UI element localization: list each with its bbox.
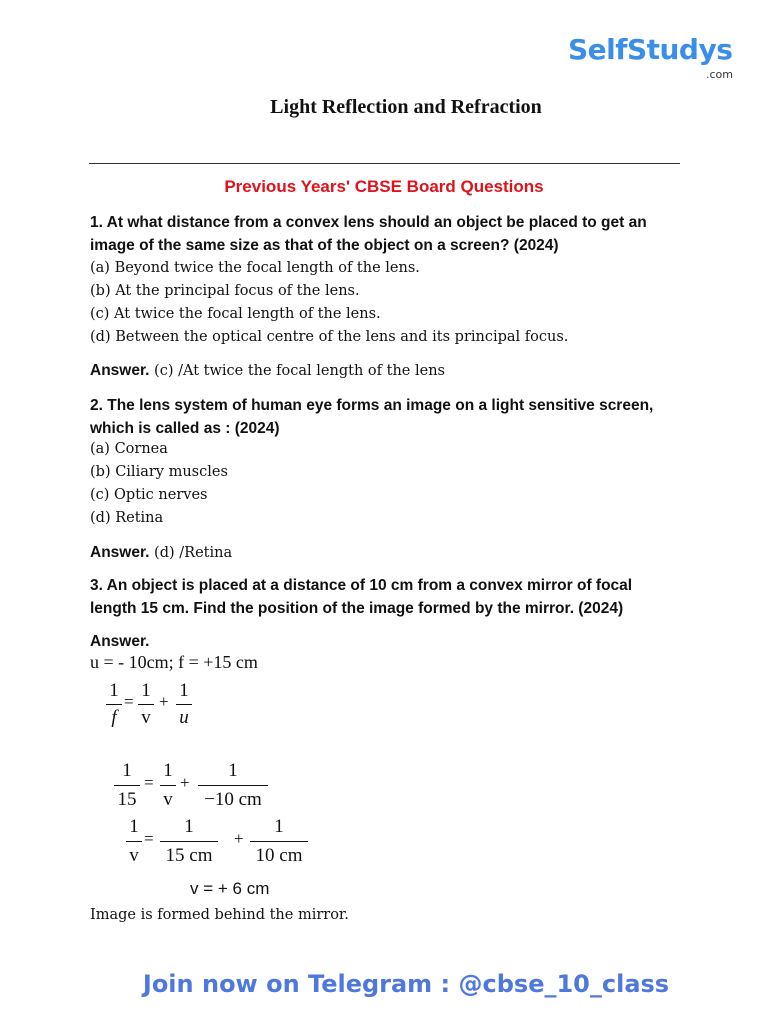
eq2-plus: + <box>180 773 190 792</box>
question-1 <box>90 211 690 257</box>
eq3-b-bar <box>250 841 308 842</box>
eq1-a-num: 1 <box>141 680 151 701</box>
option-b: (b) At the principal focus of the lens. <box>90 283 360 299</box>
eq2-l-den: 15 <box>117 789 137 810</box>
eq1-l-den: f <box>111 707 117 728</box>
option-a: (a) Cornea <box>90 441 168 457</box>
option-a: (a) Beyond twice the focal length of the lens. <box>90 260 420 276</box>
eq2-l-bar <box>114 785 140 786</box>
given-values: u = - 10cm; f = +15 cm <box>90 652 258 672</box>
substitution-equation <box>114 760 274 816</box>
conclusion-text: Image is formed behind the mirror. <box>90 907 349 923</box>
eq2-b-num: 1 <box>228 760 238 781</box>
answer-1-text: (c) /At twice the focal length of the lens <box>149 363 445 379</box>
image-distance-equation <box>126 816 316 872</box>
eq1-b-bar <box>176 704 192 705</box>
eq2-a-den: v <box>163 789 173 810</box>
eq1-b-den: u <box>179 707 189 728</box>
eq1-equals: = <box>124 692 134 711</box>
answer-2 <box>90 541 232 565</box>
eq1-l-num: 1 <box>109 680 119 701</box>
option-b: (b) Ciliary muscles <box>90 464 228 480</box>
eq3-b-num: 1 <box>274 816 284 837</box>
eq1-l-bar <box>106 704 122 705</box>
question-2 <box>90 394 690 440</box>
eq3-a-bar <box>160 841 218 842</box>
title-divider <box>89 163 680 164</box>
question-3-line1: 3. An object is placed at a distance of 10 cm from a convex mirror of focal <box>90 577 633 594</box>
eq3-l-num: 1 <box>129 816 139 837</box>
eq2-a-num: 1 <box>163 760 173 781</box>
question-2-line2: which is called as : (2024) <box>90 420 280 437</box>
question-3 <box>90 574 690 620</box>
eq3-equals: = <box>144 829 154 848</box>
lens-formula <box>106 680 200 734</box>
section-title: Previous Years' CBSE Board Questions <box>224 177 544 196</box>
answer-3-label: Answer. <box>90 633 150 650</box>
selfstudys-logo <box>568 33 733 66</box>
answer-2-label: Answer. <box>90 544 150 561</box>
logo-suffix: .com <box>706 68 733 81</box>
eq2-a-bar <box>160 785 176 786</box>
eq3-plus: + <box>234 829 244 848</box>
page-title: Light Reflection and Refraction <box>270 96 542 118</box>
eq1-b-num: 1 <box>179 680 189 701</box>
eq2-b-den: −10 cm <box>204 789 262 810</box>
telegram-banner[interactable]: Join now on Telegram : @cbse_10_class <box>142 970 670 998</box>
answer-2-text: (d) /Retina <box>149 545 233 561</box>
logo-studys: Studys <box>626 33 733 66</box>
eq1-a-den: v <box>141 707 151 728</box>
eq3-l-bar <box>126 841 142 842</box>
option-c: (c) At twice the focal length of the lens. <box>90 306 381 322</box>
eq2-b-bar <box>198 785 268 786</box>
question-1-options <box>90 257 568 349</box>
result-value: v = + 6 cm <box>190 879 270 898</box>
eq1-a-bar <box>138 704 154 705</box>
question-3-line2: length 15 cm. Find the position of the image formed by the mirror. (2024) <box>90 600 624 617</box>
answer-3 <box>90 630 149 654</box>
eq3-l-den: v <box>129 845 139 866</box>
eq3-b-den: 10 cm <box>255 845 303 866</box>
eq2-l-num: 1 <box>122 760 132 781</box>
eq3-a-den: 15 cm <box>165 845 213 866</box>
answer-1 <box>90 359 445 383</box>
option-d: (d) Retina <box>90 510 164 526</box>
option-d: (d) Between the optical centre of the lens and its principal focus. <box>90 329 569 345</box>
question-1-line1: 1. At what distance from a convex lens should an object be placed to get an <box>90 214 647 231</box>
eq1-plus: + <box>159 692 169 711</box>
logo-self: Self <box>568 33 627 66</box>
eq3-a-num: 1 <box>184 816 194 837</box>
question-2-line1: 2. The lens system of human eye forms an image on a light sensitive screen, <box>90 397 654 414</box>
eq2-equals: = <box>144 773 154 792</box>
question-1-line2: image of the same size as that of the object on a screen? (2024) <box>90 237 559 254</box>
question-2-options <box>90 438 228 530</box>
option-c: (c) Optic nerves <box>90 487 208 503</box>
answer-1-label: Answer. <box>90 362 150 379</box>
